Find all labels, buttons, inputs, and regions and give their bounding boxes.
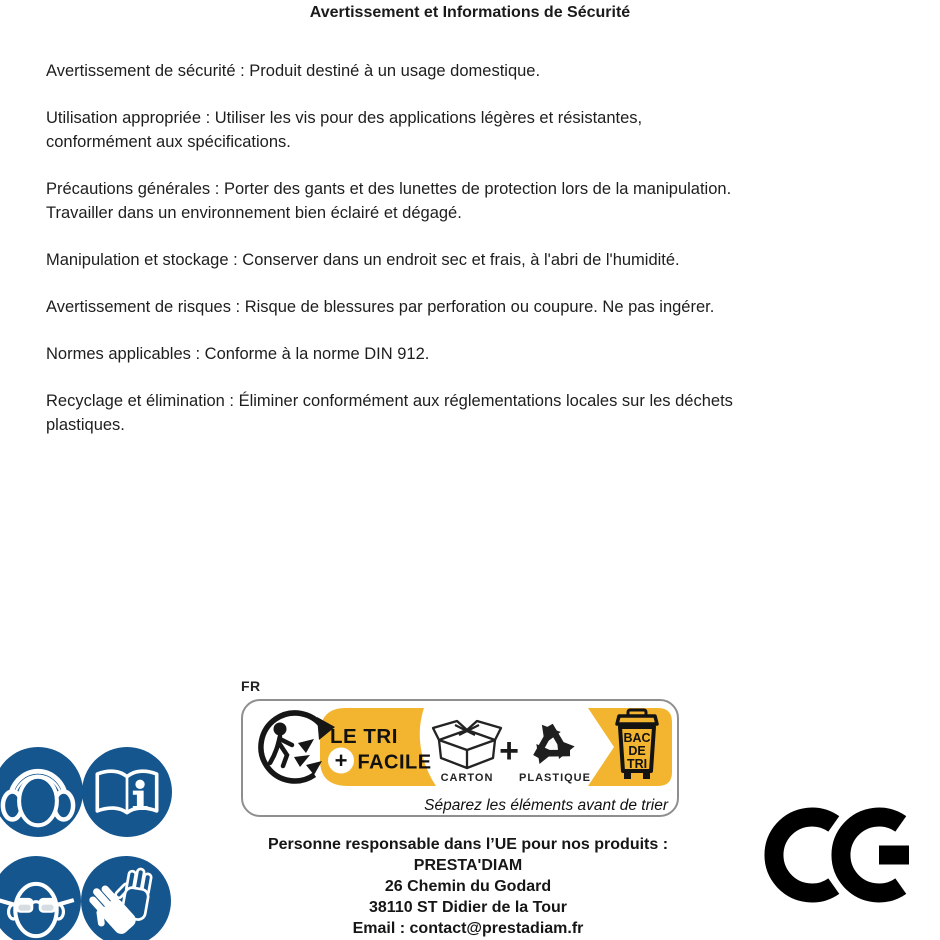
safety-paragraph — [46, 59, 906, 83]
tri-headline-line1: LE TRI — [330, 725, 398, 748]
paragraph-line: Manipulation et stockage : Conserver dans un endroit sec et frais, à l'abri de l'humidité. — [46, 251, 680, 269]
read-manual-icon — [82, 747, 172, 837]
safety-text — [46, 59, 906, 460]
bin-text-line: BAC — [623, 731, 651, 745]
company-name: PRESTA'DIAM — [413, 857, 523, 874]
tri-headline-plus: + — [334, 748, 348, 773]
paragraph-line: Avertissement de sécurité : Produit destiné à un usage domestique. — [46, 62, 541, 80]
paragraph-line: Normes applicables : Conforme à la norme DIN 912. — [46, 345, 430, 363]
paragraph-line: Travailler dans un environnement bien éclairé et dégagé. — [46, 204, 462, 222]
eye-protection-icon — [0, 856, 81, 940]
address-line: 38110 ST Didier de la Tour — [369, 899, 567, 916]
tri-headline-line2: FACILE — [357, 751, 432, 774]
protective-gloves-icon — [81, 856, 171, 940]
paragraph-line: Recyclage et élimination : Éliminer conformément aux réglementations locales sur les déchets — [46, 392, 733, 410]
ear-protection-icon — [0, 747, 83, 837]
paragraph-line: plastiques. — [46, 416, 125, 434]
tri-caption: Séparez les éléments avant de trier — [424, 797, 668, 814]
responsible-line: Personne responsable dans l’UE pour nos produits : — [267, 836, 669, 853]
material-1-label: CARTON — [440, 772, 494, 784]
paragraph-line: conformément aux spécifications. — [46, 133, 291, 151]
address-line: 26 Chemin du Godard — [384, 878, 552, 895]
page-title: Avertissement et Informations de Sécurité — [309, 4, 631, 21]
bin-text-line: TRI — [626, 757, 648, 771]
ce-marking-icon — [760, 800, 910, 910]
material-2-label: PLASTIQUE — [519, 772, 591, 784]
paragraph-line: Précautions générales : Porter des gants et des lunettes de protection lors de la manipulation. — [46, 180, 732, 198]
safety-paragraph — [46, 248, 906, 272]
safety-paragraph — [46, 177, 906, 225]
safety-paragraph — [46, 106, 906, 154]
bin-text-line: DE — [628, 744, 646, 758]
email-line: Email : contact@prestadiam.fr — [352, 920, 584, 937]
paragraph-line: Utilisation appropriée : Utiliser les vis pour des applications légères et résistantes, — [46, 109, 643, 127]
responsible-person-block — [233, 834, 703, 939]
info-tri-recycling-label — [240, 698, 680, 820]
safety-paragraph — [46, 342, 906, 366]
safety-paragraph — [46, 389, 906, 437]
safety-paragraph — [46, 295, 906, 319]
fr-country-label: FR — [241, 678, 261, 694]
plus-sign: + — [499, 732, 519, 770]
paragraph-line: Avertissement de risques : Risque de blessures par perforation ou coupure. Ne pas ingérer. — [46, 298, 715, 316]
